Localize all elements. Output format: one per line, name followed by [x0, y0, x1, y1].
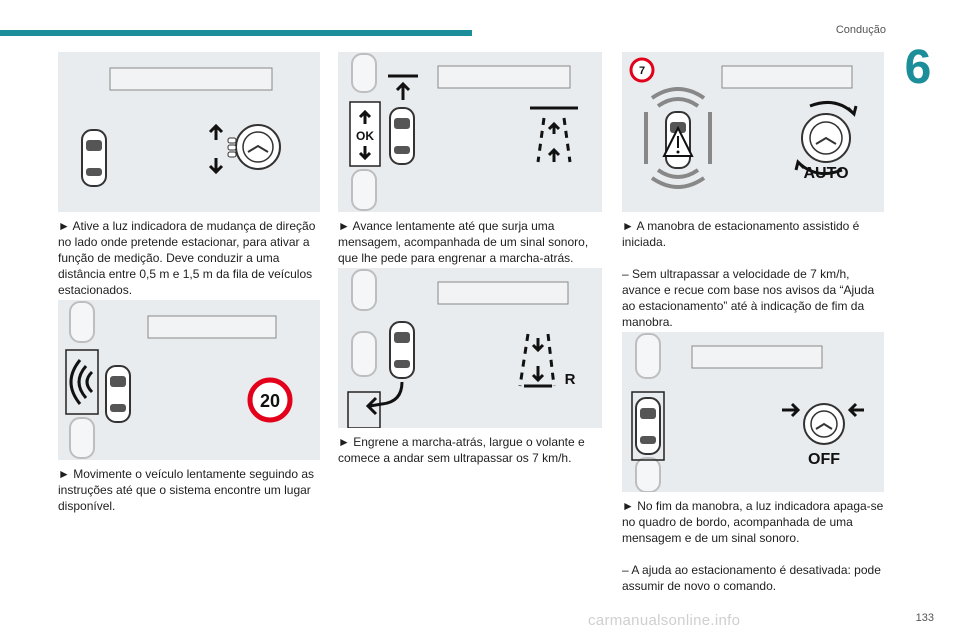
parked-car-icon	[70, 418, 94, 458]
reverse-guidance-icon	[520, 334, 554, 386]
arrow-down-icon	[210, 158, 222, 172]
parked-car-icon	[636, 458, 660, 492]
watermark: carmanualsonline.info	[588, 612, 741, 629]
car-icon	[390, 322, 414, 378]
instruction-paragraph: – Sem ultrapassar a velocidade de 7 km/h, avance e recue com base nos avisos da “Ajuda ao estacionamento” até à indicação de fim da manobra.	[622, 267, 875, 329]
display-screen	[692, 346, 822, 368]
display-screen	[722, 66, 852, 88]
figure-reverse	[338, 268, 602, 428]
instruction-paragraph: ► A manobra de estacionamento assistido é iniciada.	[622, 219, 860, 249]
speed-limit-sign-icon	[250, 380, 290, 420]
ok-label: OK	[356, 129, 374, 143]
reverse-path-icon	[368, 382, 402, 414]
auto-label: AUTO	[803, 165, 849, 182]
arrow-up-icon	[397, 84, 409, 100]
steering-wheel-icon	[802, 114, 850, 162]
figure-turn-signal	[58, 52, 320, 212]
parked-car-icon	[70, 302, 94, 342]
display-screen	[438, 66, 570, 88]
warning-badge-number: 7	[638, 65, 646, 77]
figure-advance	[338, 52, 602, 212]
steering-wheel-icon	[228, 125, 280, 169]
forward-guidance-icon	[530, 108, 578, 162]
arrow-up-icon	[210, 126, 222, 140]
figure-search-spot	[58, 300, 320, 460]
parked-car-icon	[352, 270, 376, 310]
instruction-paragraph: ► Avance lentamente até que surja uma mensagem, acompanhada de um sinal sonoro, que lhe pede para engrenar a marcha-atrás.	[338, 219, 589, 265]
car-icon	[390, 108, 414, 164]
parked-car-icon	[636, 334, 660, 378]
hands-on-arrow-left-icon	[782, 404, 798, 416]
parked-car-icon	[352, 332, 376, 376]
instruction-paragraph: ► Engrene a marcha-atrás, largue o volante e comece a andar sem ultrapassar os 7 km/h.	[338, 435, 585, 465]
car-icon	[82, 130, 106, 186]
display-screen	[148, 316, 276, 338]
steering-wheel-icon	[804, 404, 844, 444]
off-label: OFF	[808, 451, 840, 468]
reverse-label: R	[564, 371, 576, 388]
page-number: 133	[915, 612, 934, 624]
figure-manoeuvre-end	[622, 332, 884, 492]
sensor-waves-icon	[71, 360, 92, 404]
instruction-paragraph: ► Ative a luz indicadora de mudança de direção no lado onde pretende estacionar, para ativar a função de medição. Deve conduzir a uma distância entre 0,5 m e 1,5 m da fila de veículos estacionados.	[58, 219, 316, 297]
header-accent-bar	[0, 30, 472, 36]
car-icon	[636, 398, 660, 454]
display-screen	[110, 68, 272, 90]
instruction-paragraph: – A ajuda ao estacionamento é desativada: pode assumir de novo o comando.	[622, 563, 881, 593]
section-title: Condução	[835, 24, 886, 36]
display-screen	[438, 282, 568, 304]
speed-limit-value: 20	[259, 391, 281, 411]
instruction-paragraph: ► No fim da manobra, a luz indicadora apaga-se no quadro de bordo, acompanhada de uma mensagem e de um sinal sonoro.	[622, 499, 884, 545]
parked-car-icon	[352, 54, 376, 92]
parked-car-icon	[352, 170, 376, 210]
warning-badge	[631, 59, 653, 81]
hands-on-arrow-right-icon	[850, 404, 864, 416]
chapter-number: 6	[904, 41, 932, 94]
figure-auto-manoeuvre	[622, 52, 884, 212]
car-icon	[106, 366, 130, 422]
instruction-paragraph: ► Movimente o veículo lentamente seguindo as instruções até que o sistema encontre um lugar disponível.	[58, 467, 315, 513]
